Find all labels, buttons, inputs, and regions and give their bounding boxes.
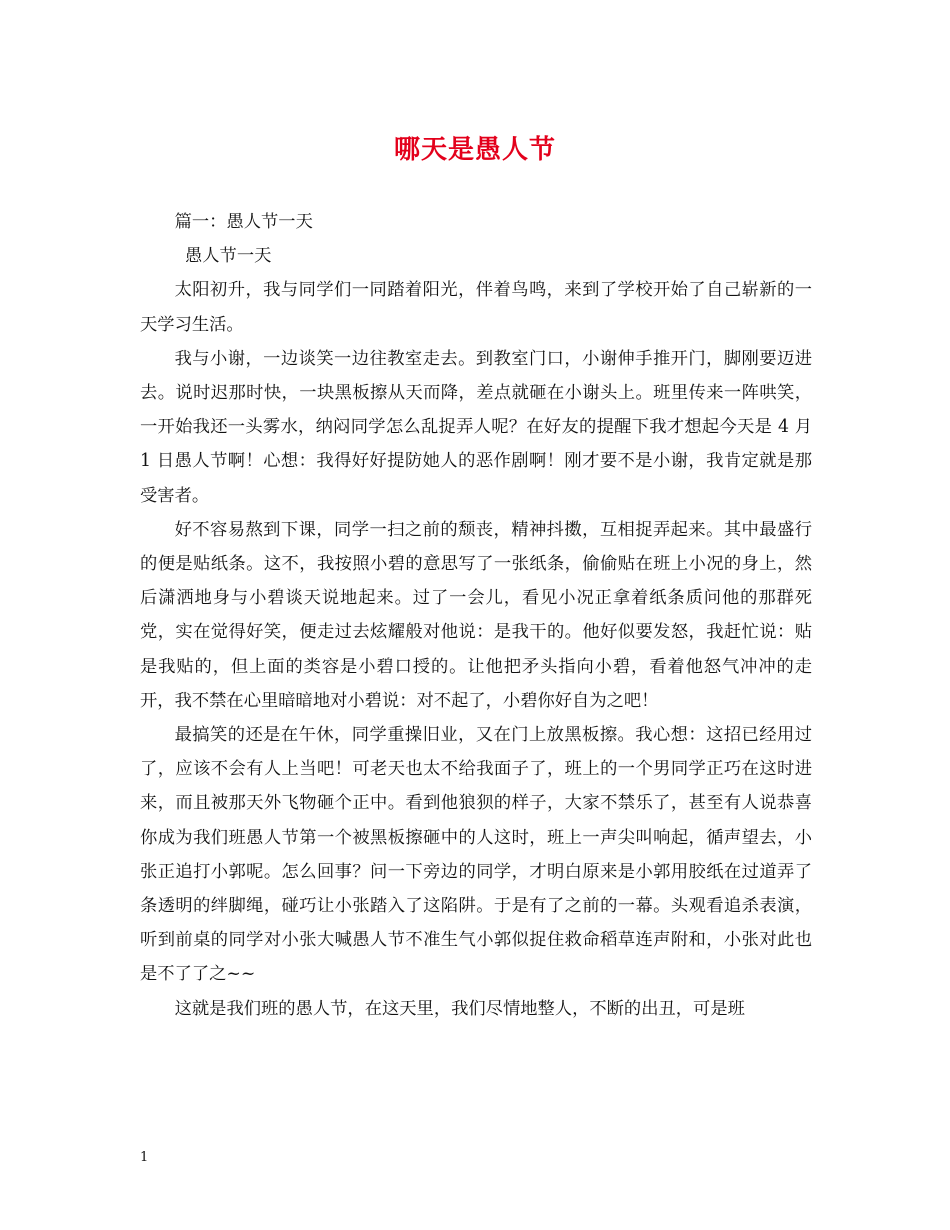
paragraph: 好不容易熬到下课，同学一扫之前的颓丧，精神抖擞，互相捉弄起来。其中最盛行的便是贴纸条。这不，我按照小碧的意思写了一张纸条，偷偷贴在班上小况的身上，然后潇洒地身与小碧谈天说地起来。过了一会儿，看见小况正拿着纸条质问他的那群死党，实在觉得好笑，便走过去炫耀般对他说：是我干的。他好似要发怒，我赶忙说：贴是我贴的，但上面的类容是小碧口授的。让他把矛头指向小碧，看着他怒气冲冲的走开，我不禁在心里暗暗地对小碧说：对不起了，小碧你好自为之吧！: [140, 519, 812, 711]
section-heading: 篇一：愚人节一天: [174, 212, 313, 232]
paragraph: 太阳初升，我与同学们一同踏着阳光，伴着鸟鸣，来到了学校开始了自己崭新的一天学习生活。: [140, 280, 812, 335]
document-title: 哪天是愚人节: [393, 135, 556, 165]
page-number: 1: [140, 1150, 149, 1165]
paragraph: 这就是我们班的愚人节，在这天里，我们尽情地整人，不断的出丑，可是班: [174, 998, 745, 1019]
document-body: [140, 205, 812, 1026]
paragraph: 我与小谢，一边谈笑一边往教室走去。到教室门口，小谢伸手推开门，脚刚要迈进去。说时迟那时快，一块黑板擦从天而降，差点就砸在小谢头上。班里传来一阵哄笑，一开始我还一头雾水，纳闷同学怎么乱捉弄人呢？在好友的提醒下我才想起今天是 4 月 1 日愚人节啊！心想：我得好好提防她人的恶作剧啊！刚才要不是小谢，我肯定就是那受害者。: [140, 348, 812, 506]
paragraph: 最搞笑的还是在午休，同学重操旧业，又在门上放黑板擦。我心想：这招已经用过了，应该不会有人上当吧！可老天也太不给我面子了，班上的一个男同学正巧在这时进来，而且被那天外飞物砸个正中。看到他狼狈的样子，大家不禁乐了，甚至有人说恭喜你成为我们班愚人节第一个被黑板擦砸中的人这时，班上一声尖叫响起，循声望去，小张正追打小郭呢。怎么回事？问一下旁边的同学，才明白原来是小郭用胶纸在过道弄了条透明的绊脚绳，碰巧让小张踏入了这陷阱。于是有了之前的一幕。头观看追杀表演，听到前桌的同学对小张大喊愚人节不准生气小郭似捉住救命稻草连声附和，小张对此也是不了了之~~: [140, 725, 812, 985]
article-subtitle: 愚人节一天: [184, 246, 272, 267]
